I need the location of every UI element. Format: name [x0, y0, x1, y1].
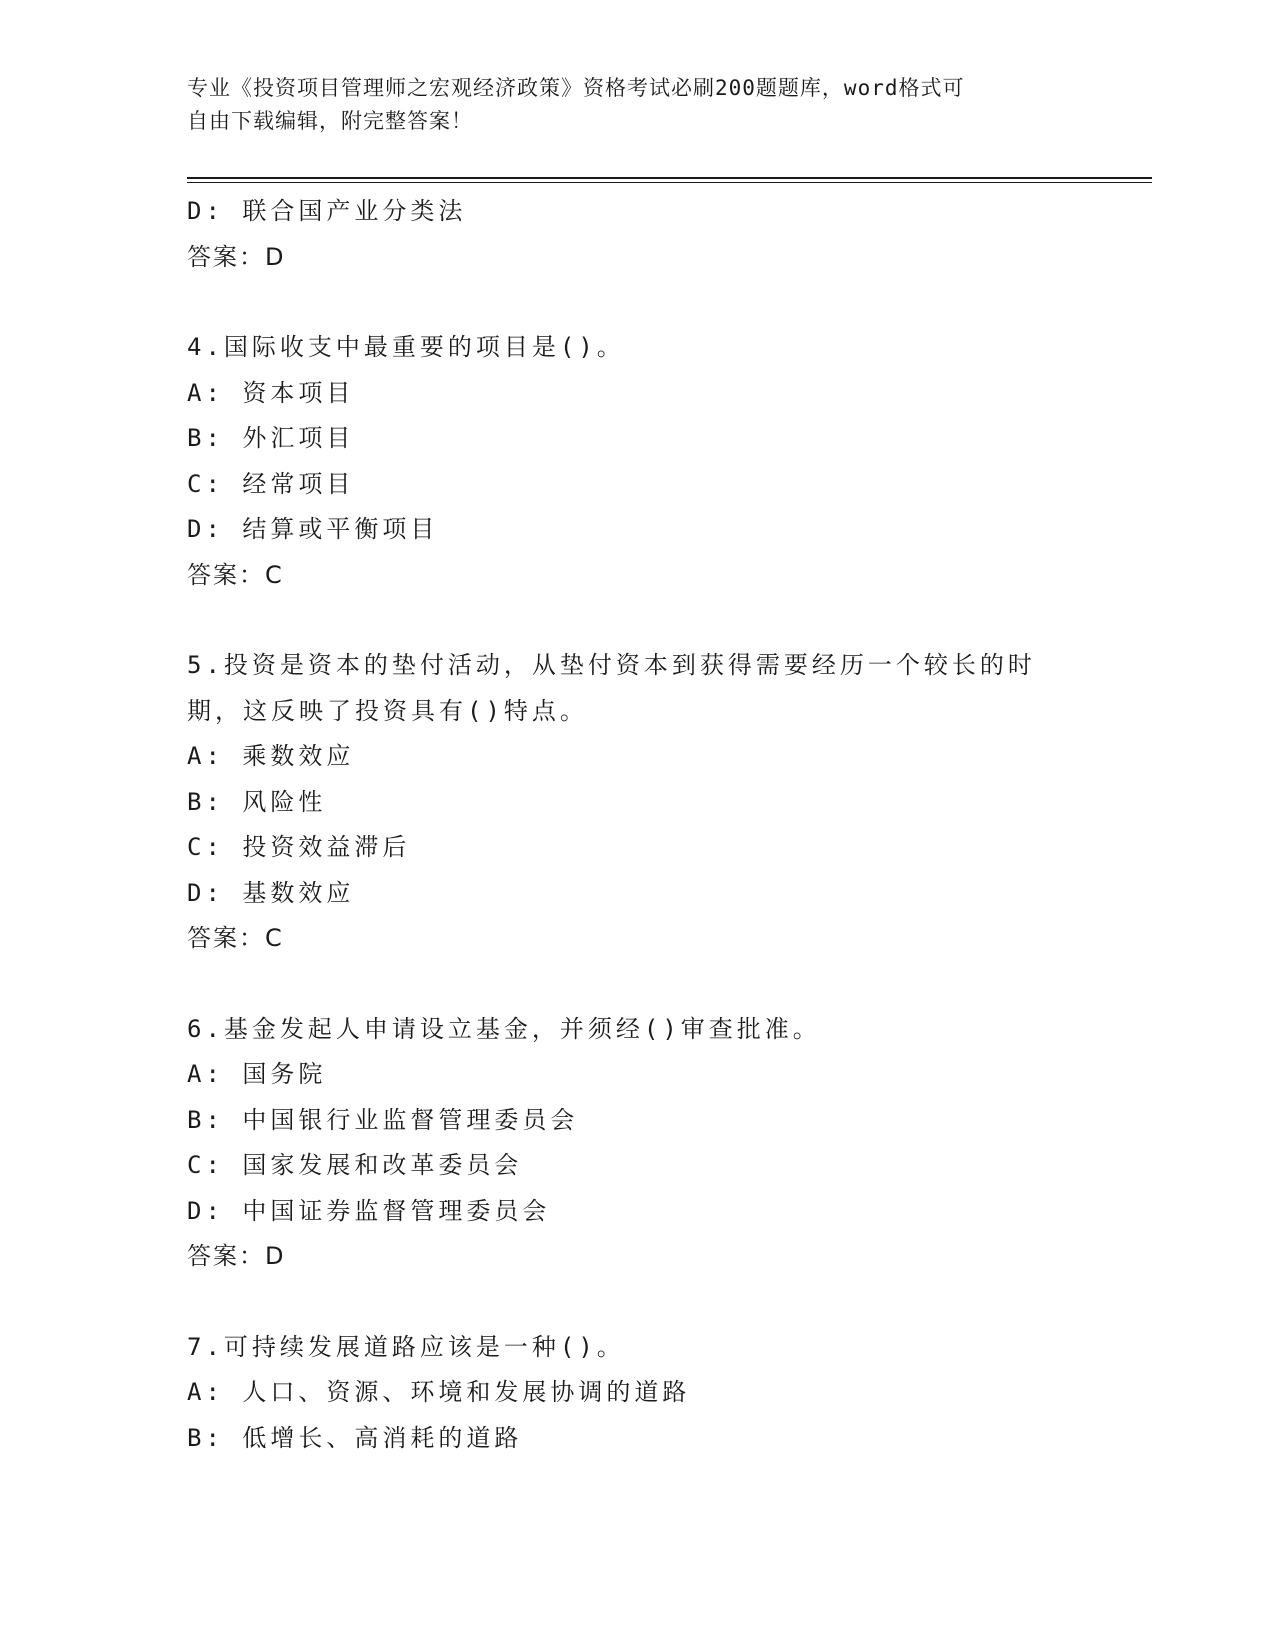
spacer	[187, 280, 1087, 325]
option-c: C: 投资效益滞后	[187, 833, 411, 861]
question-stem: 4.国际收支中最重要的项目是()。	[187, 333, 625, 361]
option-d: D: 联合国产业分类法	[187, 197, 467, 225]
question-stem: 6.基金发起人申请设立基金，并须经()审查批准。	[187, 1014, 821, 1043]
option-a: A: 资本项目	[187, 378, 355, 407]
question-7	[187, 1325, 1087, 1462]
option-d: D: 结算或平衡项目	[187, 515, 439, 543]
question-5	[187, 643, 1087, 962]
option-b: B: 风险性	[187, 787, 327, 816]
question-stem: 7.可持续发展道路应该是一种()。	[187, 1332, 625, 1361]
document-header	[187, 72, 1087, 138]
option-b: B: 低增长、高消耗的道路	[187, 1423, 523, 1452]
question-6	[187, 1007, 1087, 1280]
spacer	[187, 962, 1087, 1007]
header-rule-thin	[187, 182, 1152, 183]
option-b: B: 外汇项目	[187, 424, 355, 452]
header-line-1: 专业《投资项目管理师之宏观经济政策》资格考试必刷200题题库，word格式可	[187, 76, 965, 100]
question-4	[187, 325, 1087, 598]
answer-line: 答案：C	[187, 924, 284, 952]
option-a: A: 乘数效应	[187, 742, 355, 770]
option-a: A: 国务院	[187, 1060, 327, 1088]
option-d: D: 中国证券监督管理委员会	[187, 1196, 551, 1225]
answer-line: 答案：D	[187, 242, 286, 271]
answer-line: 答案：D	[187, 1242, 286, 1270]
header-rule-thick	[187, 177, 1152, 179]
question-content	[187, 189, 1087, 1461]
question-stem-line-2: 期，这反映了投资具有()特点。	[187, 696, 588, 725]
option-d: D: 基数效应	[187, 878, 355, 907]
option-a: A: 人口、资源、环境和发展协调的道路	[187, 1378, 691, 1406]
option-b: B: 中国银行业监督管理委员会	[187, 1105, 579, 1134]
spacer	[187, 598, 1087, 643]
option-c: C: 国家发展和改革委员会	[187, 1151, 523, 1179]
option-c: C: 经常项目	[187, 469, 355, 498]
spacer	[187, 1280, 1087, 1325]
question-stem-line-1: 5.投资是资本的垫付活动，从垫付资本到获得需要经历一个较长的时	[187, 651, 1036, 679]
header-line-2: 自由下载编辑，附完整答案！	[187, 109, 473, 133]
answer-line: 答案：C	[187, 560, 284, 589]
